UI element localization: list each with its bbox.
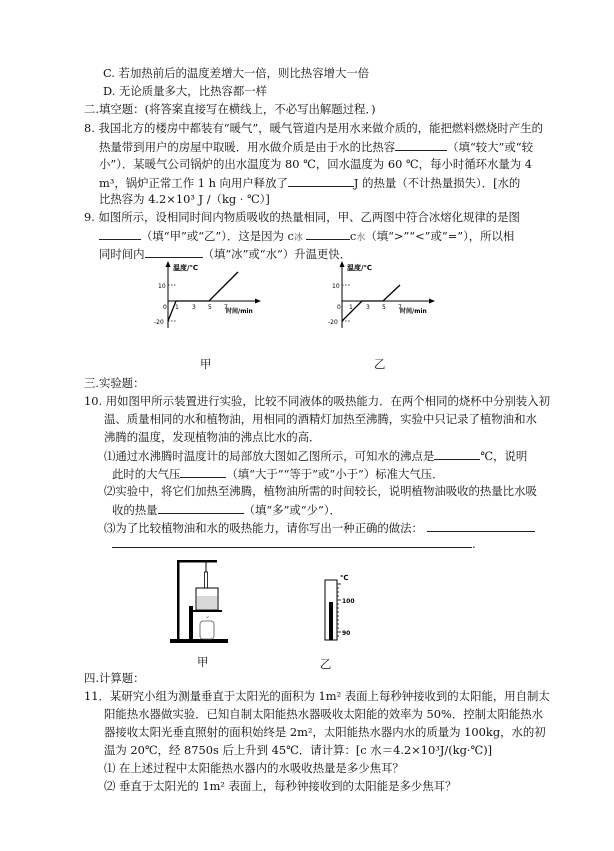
q8-line-4	[99, 175, 520, 190]
q10-sub3-line-2	[112, 536, 476, 551]
q9-blank-1[interactable]	[99, 228, 141, 240]
thermometer-mark-high: 100	[342, 598, 355, 605]
graph-yi-caption: 乙	[374, 357, 386, 371]
graph-yi	[320, 258, 440, 336]
q8-blank-2[interactable]	[288, 175, 354, 187]
q10-sub1-line-1	[104, 448, 527, 463]
q10-blank-2[interactable]	[180, 466, 226, 478]
q10-text: （填“多”或“少”）．	[243, 503, 341, 517]
graph-tick-x: 3	[366, 304, 370, 311]
q10-blank-3[interactable]	[158, 502, 244, 514]
stand-rod	[177, 560, 180, 640]
q10-text: ⑶为了比较植物油和水的吸热能力，请你写出一种正确的做法：	[104, 521, 423, 535]
mercury-column	[329, 602, 333, 640]
q8-line-3: 小”）．某暖气公司锅炉的出水温度为 80 ℃，回水温度为 60 ℃，每小时循环水量为 4	[99, 157, 533, 171]
thermometer-unit: ℃	[340, 574, 349, 582]
graph-tick-x: 7	[398, 304, 402, 311]
graph-x-arrow	[255, 299, 261, 304]
stand-base	[170, 639, 228, 643]
graph-origin: 0	[163, 304, 167, 311]
q10-line-2: 温、质量相同的水和植物油，用相同的酒精灯加热至沸腾，实验中只记录了植物油和水	[104, 412, 537, 426]
section-2-heading: 二.填空题：(将答案直接写在横线上，不必写出解题过程．)	[84, 102, 376, 116]
q8-text: （填“较大”或“较	[447, 140, 533, 154]
graph-ylabel: 温度/℃	[173, 264, 199, 272]
stand-arm	[177, 560, 217, 563]
graph-tick-x: 5	[208, 304, 212, 311]
q10-text: 收的热量	[112, 503, 158, 517]
thermometer-mark-low: 90	[342, 630, 351, 637]
q10-text: ℃，说明	[480, 449, 528, 463]
graph-tick-x: 5	[382, 304, 386, 311]
graph-tick-x: 3	[192, 304, 196, 311]
graph-xlabel: 时间/min	[400, 308, 427, 315]
q10-line-1: 10. 用如图甲所示装置进行实验，比较不同液体的吸热能力．在两个相同的烧杯中分别装入初	[84, 394, 550, 408]
q8-text: J 的热量（不计热量损失）．[水的	[353, 176, 521, 190]
graph-tick-x: 7	[224, 304, 228, 311]
wire-gauze	[192, 610, 222, 612]
q9-blank-2[interactable]	[306, 228, 350, 240]
graph-y-arrow	[340, 261, 345, 267]
q10-blank-5[interactable]	[112, 536, 472, 548]
flame-icon	[205, 615, 209, 618]
q11-sub2: ⑵ 垂直于太阳光的 1m² 表面上，每秒钟接收到的太阳能是多少焦耳？	[104, 779, 457, 793]
q8-line-2	[99, 139, 533, 154]
graph-y-arrow	[166, 261, 171, 267]
beaker-liquid	[197, 596, 217, 609]
thermometer-yi	[310, 574, 370, 644]
q10-line-3: 沸腾的温度，发现植物油的沸点比水的高．	[104, 430, 321, 444]
apparatus-jia	[168, 555, 234, 650]
q11-line-1: 11．某研究小组为测量垂直于太阳光的面积为 1m² 表面上每秒钟接收到的太阳能，用自制太	[84, 689, 550, 703]
q11-line-3: 器接收太阳光垂直照射的面积始终是 2m²，太阳能热水器内水的质量为 100kg，水的初	[104, 725, 546, 739]
apparatus-jia-caption: 甲	[197, 655, 209, 669]
graph-x-arrow	[429, 299, 435, 304]
option-c: C. 若加热前后的温度差增大一倍，则比热容增大一倍	[103, 66, 370, 80]
q10-text: （填“大于”“等于”或“小于”）标准大气压．	[226, 467, 444, 481]
graph-tick-y-pos: 10	[158, 283, 166, 290]
graph-ylabel: 温度/℃	[347, 264, 373, 272]
q9-sub-ice: 冰	[293, 233, 303, 243]
q10-blank-4[interactable]	[427, 520, 535, 532]
q9-line-1: 9. 如图所示，设相同时间内物质吸收的热量相同，甲、乙两图中符合冰熔化规律的是图	[84, 210, 520, 224]
q10-text: .	[472, 537, 476, 551]
graph-tick-y-pos: 10	[332, 283, 340, 290]
q8-text: m³，锅炉正常工作 1 h 向用户释放了	[99, 176, 288, 190]
q11-sub1: ⑴ 在上述过程中太阳能热水器内的水吸收热量是多少焦耳？	[104, 761, 404, 775]
graph-tick-x: 1	[349, 304, 353, 311]
q9-text: （填“冰”或“水”）升温更快．	[202, 247, 352, 261]
alcohol-lamp	[200, 621, 214, 639]
graph-origin: 0	[337, 304, 341, 311]
q10-text: 此时的大气压	[112, 467, 181, 481]
q10-text: ⑴通过水沸腾时温度计的局部放大图如乙图所示，可知水的沸点是	[104, 449, 435, 463]
q8-text: 热量带到用户的房屋中取暖．用水做介质是由于水的比热容	[99, 140, 396, 154]
q10-sub3-line-1	[104, 520, 535, 535]
q10-sub2-line-1: ⑵实验中，将它们加热至沸腾，植物油所需的时间较长，说明植物油吸收的热量比水吸	[104, 484, 537, 498]
graph-tick-x: 1	[175, 304, 179, 311]
graph-jia-caption: 甲	[200, 357, 212, 371]
section-4-heading: 四.计算题：	[84, 671, 145, 685]
thermometer-yi-caption: 乙	[320, 657, 332, 671]
q8-line-5: 比热容为 4.2×10³ J /（kg · ℃）]	[99, 192, 270, 206]
q11-line-2: 阳能热水器做实验．已知自制太阳能热水器吸收太阳能的效率为 50%．控制太阳能热水	[104, 707, 544, 721]
q10-blank-1[interactable]	[434, 448, 480, 460]
graph-curve	[342, 285, 400, 321]
q8-blank-1[interactable]	[395, 139, 447, 151]
q10-sub2-line-2	[112, 502, 341, 517]
q9-line-2	[99, 228, 514, 245]
q11-line-4: 温为 20℃，经 8750s 后上升到 45℃．请计算：[c 水＝4.2×10³J/(kg·℃)]	[104, 743, 493, 757]
section-3-heading: 三.实验题：	[84, 376, 145, 390]
graph-tick-y-neg: -20	[328, 319, 338, 326]
stand-ring	[189, 606, 193, 639]
q9-text: 同时间内	[99, 247, 145, 261]
graph-xlabel: 时间/min	[226, 308, 253, 315]
q8-line-1: 8. 我国北方的楼房中都装有“暖气”，暖气管道内是用水来做介质的，能把燃料燃烧时产生的	[84, 121, 543, 135]
graph-tick-y-neg: -20	[154, 319, 164, 326]
scale-ticks	[337, 584, 341, 636]
q9-text: （填“甲”或“乙”）．这是因为 c	[141, 229, 294, 243]
q9-text: c	[349, 229, 357, 243]
graph-jia	[146, 258, 266, 336]
q9-blank-3[interactable]	[145, 246, 203, 258]
option-d: D. 无论质量多大，比热容都一样	[103, 84, 268, 98]
q10-sub1-line-2	[112, 466, 444, 481]
q9-text: （填“>”“<”或“=”），所以相	[365, 229, 515, 243]
q9-sub-water: 水	[356, 233, 366, 243]
